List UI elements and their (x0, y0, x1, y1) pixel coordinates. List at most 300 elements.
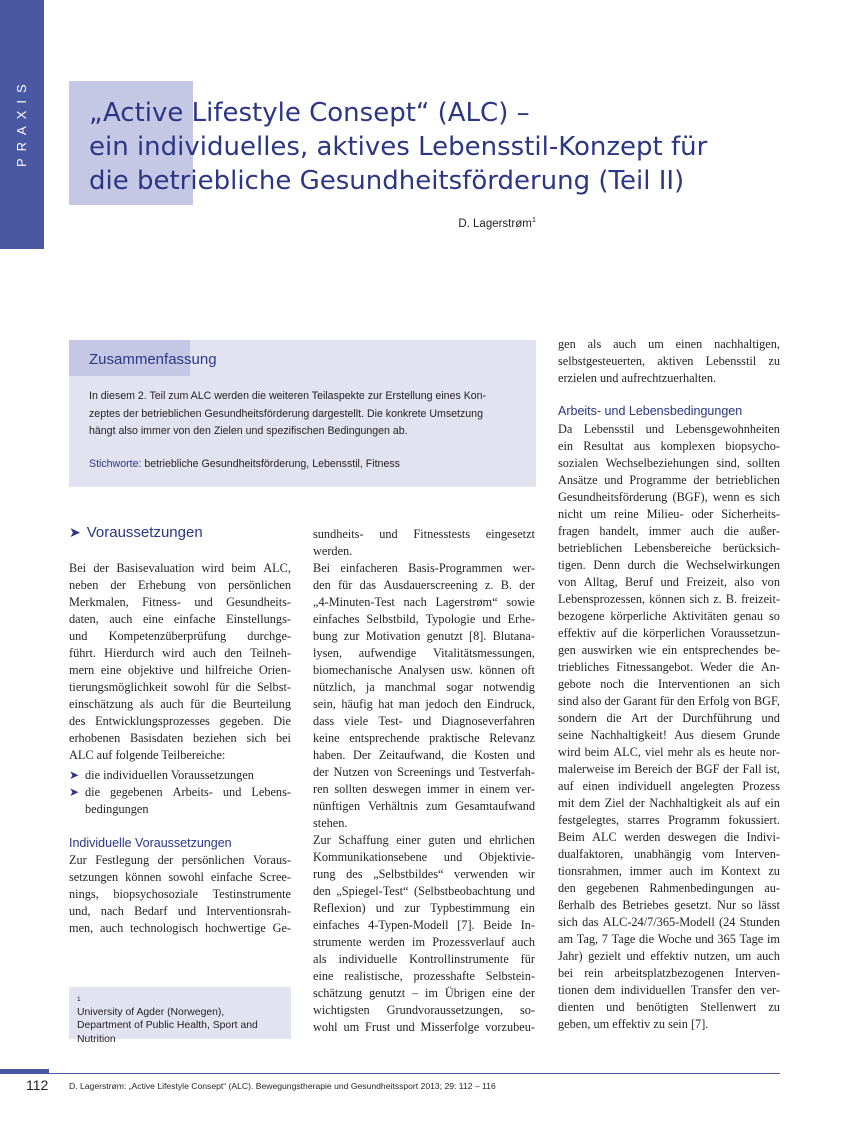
word: viele (344, 714, 369, 728)
word: Freizeit, (686, 575, 727, 589)
word: es (744, 490, 755, 504)
word: biomechanische (313, 663, 393, 677)
word: B. (725, 592, 738, 606)
word: Einstellungs- (226, 612, 291, 626)
word: [8]. (468, 629, 487, 643)
word: als (313, 952, 327, 966)
text-line (558, 489, 780, 506)
word: im (617, 762, 631, 776)
word: gen (558, 337, 576, 351)
word: wird (162, 646, 185, 660)
word: die (606, 711, 622, 725)
word: Tag, (576, 932, 599, 946)
word: Test- (378, 714, 403, 728)
word: „Spiegel-Test“ (336, 884, 409, 898)
word: so- (519, 1003, 535, 1017)
word: Hierdurch (104, 646, 154, 660)
word: einem (479, 782, 510, 796)
word: realistische, (344, 969, 403, 983)
word: Motivation (365, 629, 421, 643)
word: tigen. (558, 558, 586, 572)
word: Beide (483, 918, 512, 932)
word: noch (600, 677, 625, 691)
text-line (69, 628, 291, 645)
text-line (558, 744, 780, 761)
word: Gesundheitsförderung (558, 490, 668, 504)
word: ja (365, 680, 375, 694)
word: Übrigen (444, 986, 486, 1000)
text-line (313, 560, 535, 577)
word: gegeben. (219, 714, 264, 728)
word: Kontext (721, 864, 761, 878)
word: den (558, 881, 576, 895)
word: bung (313, 629, 338, 643)
word: einer (396, 833, 421, 847)
word: Gesamtaufwand (455, 799, 535, 813)
word: für (520, 952, 535, 966)
text-line (313, 917, 535, 934)
word: Die (273, 714, 291, 728)
text-line (313, 832, 535, 849)
word: komplexen (660, 439, 716, 453)
keywords (89, 458, 400, 470)
text-line (558, 965, 780, 982)
arrow-bullet-icon: ➤ (69, 768, 80, 782)
word: sein, (313, 697, 336, 711)
word: einfaches (313, 612, 360, 626)
word: starres (627, 813, 660, 827)
word: strumente (313, 935, 362, 949)
section-heading (69, 524, 203, 541)
text-line (69, 594, 291, 611)
word: ßerhalb (558, 898, 595, 912)
word: auch (669, 864, 693, 878)
text-line (313, 577, 535, 594)
word: dualfaktoren, (558, 847, 624, 861)
section-label: PRAXIS (14, 77, 29, 167)
word: das (359, 578, 377, 592)
word: lässt (758, 898, 780, 912)
word: Lebensstil (705, 354, 757, 368)
word: genau (733, 609, 764, 623)
word: Resultat (583, 439, 624, 453)
word: viel (645, 745, 664, 759)
affiliation-footnote (69, 987, 291, 1045)
word: biopsycho- (725, 439, 780, 453)
word: persönlichen (181, 853, 245, 867)
word: Kosten (474, 748, 510, 762)
column-3-text-2 (558, 421, 780, 1033)
word: für (338, 578, 353, 592)
word: Lagerstrøm“ (435, 595, 498, 609)
word: technologisch (129, 921, 199, 935)
word: hilfreiche (205, 663, 253, 677)
footer-accent-tab (0, 1069, 49, 1074)
text-line (558, 778, 780, 795)
word: durch (627, 558, 656, 572)
word: hat (378, 697, 394, 711)
column-3-text (558, 336, 780, 387)
text-line (69, 852, 291, 869)
text-line (558, 829, 780, 846)
text-line (313, 662, 535, 679)
word: auch (109, 612, 133, 626)
word: als (587, 337, 602, 351)
word: An- (760, 660, 780, 674)
word: individuellen (620, 983, 686, 997)
word: sich (760, 490, 780, 504)
text-line (69, 611, 291, 628)
text-line (313, 1019, 535, 1036)
text-line (313, 934, 535, 951)
word: des (346, 867, 363, 881)
word: tionen (558, 983, 589, 997)
word: sowie (506, 595, 535, 609)
word: eine (142, 612, 164, 626)
text-line (558, 982, 780, 999)
word: Interven- (734, 847, 780, 861)
word: und (645, 422, 665, 436)
word: Art (631, 711, 648, 725)
word: fokussiert. (728, 813, 780, 827)
word: auch (160, 697, 184, 711)
word: vom (702, 847, 725, 861)
word: keine (313, 731, 340, 745)
word: Beruf (625, 575, 654, 589)
text-line (313, 747, 535, 764)
affiliation-line: Department of Public Health, Sport and (77, 1020, 258, 1032)
text-line (313, 951, 535, 968)
word: Aus (674, 728, 694, 742)
word: und (695, 932, 714, 946)
word: vorzubeu- (485, 1020, 535, 1034)
word: Prozess (742, 779, 780, 793)
word: können (479, 663, 516, 677)
text-line (558, 506, 780, 523)
word: Grunde (743, 728, 780, 742)
word: für (659, 694, 675, 708)
title-line: „Active Lifestyle Consept“ (ALC) – (89, 98, 530, 128)
word: der (723, 762, 739, 776)
word: freizeit- (741, 592, 780, 606)
word: im (766, 932, 780, 946)
word: „4-Minuten-Test (313, 595, 395, 609)
word: auch (690, 524, 714, 538)
text-line (69, 662, 291, 679)
text-line (558, 455, 780, 472)
word: Voraus- (252, 853, 291, 867)
word: und (379, 527, 398, 541)
word: Relevanz (489, 731, 535, 745)
text-line (558, 472, 780, 489)
word: ist, (765, 762, 780, 776)
word: Screenings (397, 765, 452, 779)
word: und (396, 1020, 415, 1034)
word: auch (756, 949, 780, 963)
text-line (558, 897, 780, 914)
word: ein (519, 901, 535, 915)
word: der (693, 473, 710, 487)
word: immer (426, 782, 459, 796)
word: den (313, 578, 331, 592)
text-line (313, 730, 535, 747)
word: ehrlichen (489, 833, 535, 847)
word: um (735, 949, 752, 963)
word: Teilneh- (250, 646, 291, 660)
word: einfache (173, 612, 216, 626)
word: 7 (601, 932, 608, 946)
text-line (558, 846, 780, 863)
word: Prozessverlauf (432, 935, 505, 949)
word: individuell (618, 779, 672, 793)
word: der (313, 765, 329, 779)
text-line (69, 713, 291, 730)
word: au- (764, 881, 780, 895)
word: bei (275, 731, 291, 745)
word: das (582, 915, 599, 929)
list-item-text: die individuellen Voraussetzungen (85, 768, 254, 782)
arrow-bullet-icon: ➤ (69, 524, 81, 540)
text-line (313, 1002, 535, 1019)
abstract-line: In diesem 2. Teil zum ALC werden die weiteren Teilaspekte zur Erstellung eines Kon- (89, 390, 487, 402)
word: Erhebung (137, 578, 186, 592)
page-number: 112 (26, 1077, 49, 1093)
word: und (606, 1000, 625, 1014)
word: fragen (558, 524, 590, 538)
word: für (215, 680, 230, 694)
word: den (677, 694, 695, 708)
word: rung (313, 867, 336, 881)
word: Selbst- (256, 680, 291, 694)
word: Transfer (690, 983, 733, 997)
word: diesem (701, 728, 736, 742)
word: Zeitaufwand, (378, 748, 445, 762)
text-line (313, 849, 535, 866)
text-line (313, 985, 535, 1002)
word: Durchführung (682, 711, 752, 725)
word: Vitalitätsmessungen, (432, 646, 535, 660)
word: zu (768, 864, 780, 878)
word: einfache (210, 870, 253, 884)
word: am (558, 932, 574, 946)
text-line (558, 880, 780, 897)
word: und (180, 663, 199, 677)
word: und (222, 785, 242, 799)
word: die (723, 524, 739, 538)
text-line (558, 591, 780, 608)
text-line (558, 948, 780, 965)
word: der (629, 796, 645, 810)
word: Basisdaten (129, 731, 184, 745)
word: ein (558, 439, 574, 453)
word: von (732, 694, 751, 708)
word: und (443, 850, 463, 864)
word: sind, (716, 456, 740, 470)
word: sich (689, 592, 710, 606)
text-line (558, 812, 780, 829)
author-name: D. Lagerstrøm (458, 217, 532, 230)
word: sozialen (558, 456, 599, 470)
word: (Selbstbeobachtung (414, 884, 512, 898)
text-line: geben, um effektiv zu sein [7]. (558, 1017, 709, 1031)
word: manchmal (384, 680, 437, 694)
word: sich (558, 915, 578, 929)
word: den (313, 884, 331, 898)
word: immer (648, 524, 681, 538)
word: außer- (748, 524, 780, 538)
word: wie (638, 643, 657, 657)
word: als (696, 745, 711, 759)
word: wer- (512, 561, 535, 575)
word: Sicherheits- (721, 507, 780, 521)
text-line (69, 645, 291, 662)
word: von (558, 575, 577, 589)
word: Wechselwirkungen (686, 558, 780, 572)
word: im (412, 935, 426, 949)
word: Nachhaltigkeit! (590, 728, 667, 742)
word: angelegten (680, 779, 734, 793)
affiliation-line: Nutrition (77, 1033, 116, 1045)
column-1-text (69, 560, 291, 764)
list-item (69, 767, 291, 784)
subheading-conditions: Arbeits- und Lebensbedingungen (558, 404, 743, 418)
word: sowohl (173, 680, 210, 694)
word: handelt, (599, 524, 639, 538)
word: praktische (429, 731, 480, 745)
word: eine (100, 663, 122, 677)
word: prozesshafte (413, 969, 475, 983)
word: durchge- (247, 629, 291, 643)
word: nünftigen (313, 799, 361, 813)
footer-rule (49, 1073, 780, 1074)
abstract-box (69, 340, 536, 487)
word: gezielt (588, 949, 621, 963)
word: lysen, (313, 646, 343, 660)
word: den (463, 697, 482, 711)
word: und (604, 473, 623, 487)
word: aktiven (657, 354, 694, 368)
word: nach (100, 904, 124, 918)
word: Indivi- (746, 830, 780, 844)
word: aufwendige (358, 646, 417, 660)
word: einfacheren (340, 561, 398, 575)
word: auf (601, 626, 618, 640)
word: Orien- (258, 663, 291, 677)
word: mern (69, 663, 95, 677)
word: und (626, 949, 645, 963)
word: zum (425, 799, 448, 813)
word: effektiv (650, 949, 689, 963)
word: deswegen (667, 830, 717, 844)
word: sind (558, 694, 579, 708)
word: auch (511, 935, 535, 949)
word: Entwicklungsprozesses (95, 714, 210, 728)
word: hochwertige (205, 921, 266, 935)
word: Tage (739, 932, 764, 946)
word: Bereich (634, 762, 673, 776)
text-line (69, 903, 291, 920)
word: im (425, 986, 438, 1000)
word: Lebensstil (583, 422, 635, 436)
word: Nur (717, 898, 737, 912)
word: Kompetenzüberprüfung (108, 629, 227, 643)
word: führt. (69, 646, 96, 660)
affiliation-line: $^1$ University of Agder (Norwegen), (77, 996, 225, 1019)
word: beim (584, 745, 610, 759)
word: einfaches (313, 918, 360, 932)
word: Interven- (734, 966, 780, 980)
word: be- (764, 643, 780, 657)
word: Verhältnis (368, 799, 418, 813)
abstract-line: hängt also immer von den Zielen und spezifischen Bedingungen ab. (89, 425, 408, 437)
keywords-label: Stichworte: (89, 458, 142, 470)
word: Zur (313, 833, 331, 847)
word: und (194, 595, 213, 609)
word: um (648, 337, 664, 351)
word: Lebensgewohnheiten (675, 422, 780, 436)
word: immer (629, 864, 662, 878)
footnote-marker: 1 (77, 996, 81, 1003)
word: in (464, 782, 475, 796)
word: man (398, 697, 420, 711)
word: wohl (313, 1020, 338, 1034)
text-line (558, 421, 780, 438)
word: [7]. (457, 918, 475, 932)
word: Festlegung (95, 853, 150, 867)
word: mehr (667, 745, 693, 759)
word: und (375, 901, 395, 915)
word: selbstgesteuerten, (558, 354, 646, 368)
word: Typbestimmung (430, 901, 510, 915)
word: und (412, 714, 432, 728)
text-line (558, 863, 780, 880)
text-line (558, 676, 780, 693)
word: die (639, 932, 655, 946)
word: Lebens- (251, 785, 291, 799)
word: oft (521, 663, 535, 677)
word: körperlichen (642, 626, 706, 640)
text-line (69, 560, 291, 577)
word: usw. (450, 663, 473, 677)
word: benötigten (636, 1000, 689, 1014)
text-line: erzielen und aufrechtzuerhalten. (558, 371, 717, 385)
word: rein (584, 966, 604, 980)
word: BGF (695, 762, 720, 776)
word: setzungen (69, 870, 119, 884)
text-line (313, 968, 535, 985)
word: dienten (558, 1000, 595, 1014)
word: triebliches (558, 660, 610, 674)
word: Analysen (398, 663, 445, 677)
word: Blutana- (492, 629, 535, 643)
word: einen (675, 337, 703, 351)
word: Testinstrumente (212, 887, 291, 901)
word: und (482, 612, 501, 626)
bullet-list (69, 767, 291, 818)
word: Diagnoseverfahren (441, 714, 535, 728)
word: verwenden (454, 867, 508, 881)
word: des (600, 898, 617, 912)
word: also (581, 694, 602, 708)
word: Schaffung (338, 833, 389, 847)
word: zu (768, 1000, 780, 1014)
word: der (519, 986, 535, 1000)
word: Fitnessangebot. (616, 660, 694, 674)
text-line (558, 710, 780, 727)
word: Aktivitäten (672, 609, 728, 623)
citation-line (69, 1081, 496, 1091)
text-line (558, 795, 780, 812)
